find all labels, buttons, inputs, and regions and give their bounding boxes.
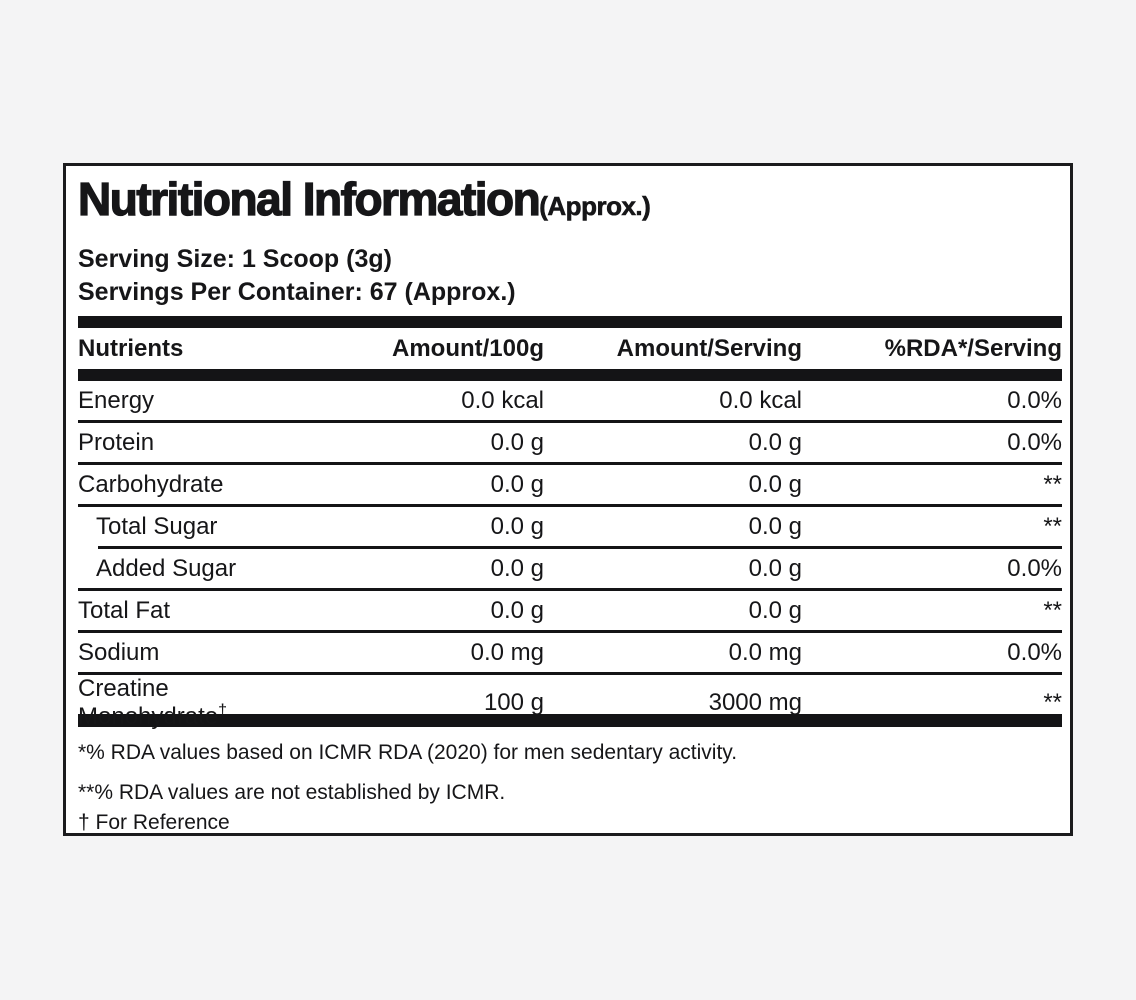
row-amount-100g: 0.0 mg — [470, 638, 544, 666]
table-row-protein — [78, 423, 1062, 462]
row-amount-100g: 0.0 g — [490, 428, 544, 456]
row-amount-serving: 0.0 g — [748, 428, 802, 456]
divider-bar-header — [78, 369, 1062, 381]
row-label: Protein — [78, 428, 155, 456]
table-row-total-sugar — [78, 507, 1062, 546]
table-row-total-fat — [78, 591, 1062, 630]
row-amount-serving: 3000 mg — [708, 689, 802, 716]
row-label: Total Sugar — [96, 512, 218, 540]
column-header-rda-serving: %RDA*/Serving — [884, 334, 1062, 362]
column-header-nutrients: Nutrients — [78, 334, 184, 362]
row-rda: 0.0% — [1007, 386, 1062, 414]
row-rda: ** — [1043, 470, 1062, 498]
table-row-sodium — [78, 633, 1062, 672]
row-label: Carbohydrate — [78, 470, 224, 498]
row-amount-100g: 0.0 g — [490, 554, 544, 582]
footnote-not-established: **% RDA values are not established by ICMR. — [78, 781, 506, 804]
row-label: Energy — [78, 386, 155, 414]
table-header-row — [78, 328, 1062, 369]
panel-title-approx: (Approx.) — [539, 191, 651, 221]
table-row-carbohydrate — [78, 465, 1062, 504]
row-rda: ** — [1043, 689, 1062, 716]
row-rda: ** — [1043, 596, 1062, 624]
dagger-symbol: † — [218, 702, 227, 719]
serving-size-text: Serving Size: 1 Scoop (3g) — [78, 245, 392, 273]
row-amount-100g: 100 g — [483, 689, 544, 716]
table-row-creatine-monohydrate — [78, 675, 1062, 730]
row-amount-100g: 0.0 g — [490, 512, 544, 540]
row-label: Added Sugar — [96, 554, 237, 582]
row-rda: 0.0% — [1007, 638, 1062, 666]
row-amount-serving: 0.0 g — [748, 554, 802, 582]
row-label — [78, 675, 320, 731]
row-label-text: Creatine Monohydrate — [78, 675, 219, 730]
row-amount-100g: 0.0 g — [490, 470, 544, 498]
row-rda: 0.0% — [1007, 554, 1062, 582]
row-amount-serving: 0.0 g — [748, 512, 802, 540]
row-amount-serving: 0.0 g — [748, 596, 802, 624]
footnote-rda-basis: *% RDA values based on ICMR RDA (2020) for men sedentary activity. — [78, 741, 738, 764]
row-amount-serving: 0.0 kcal — [719, 386, 802, 414]
panel-title: Nutritional Information — [78, 173, 540, 225]
table-row-added-sugar — [78, 549, 1062, 588]
row-amount-serving: 0.0 g — [748, 470, 802, 498]
row-rda: 0.0% — [1007, 428, 1062, 456]
servings-per-container-text: Servings Per Container: 67 (Approx.) — [78, 278, 516, 306]
footnote-reference: † For Reference — [78, 811, 230, 834]
row-amount-serving: 0.0 mg — [728, 638, 802, 666]
table-row-energy — [78, 381, 1062, 420]
column-header-amount-serving: Amount/Serving — [616, 334, 802, 362]
row-rda: ** — [1043, 512, 1062, 540]
panel-title-row — [78, 174, 1062, 231]
row-label: Sodium — [78, 638, 160, 666]
divider-bar-top — [78, 316, 1062, 328]
nutrition-facts-panel — [63, 163, 1073, 836]
row-amount-100g: 0.0 g — [490, 596, 544, 624]
column-header-amount-100g: Amount/100g — [391, 334, 544, 362]
row-amount-100g: 0.0 kcal — [461, 386, 544, 414]
row-label: Total Fat — [78, 596, 171, 624]
